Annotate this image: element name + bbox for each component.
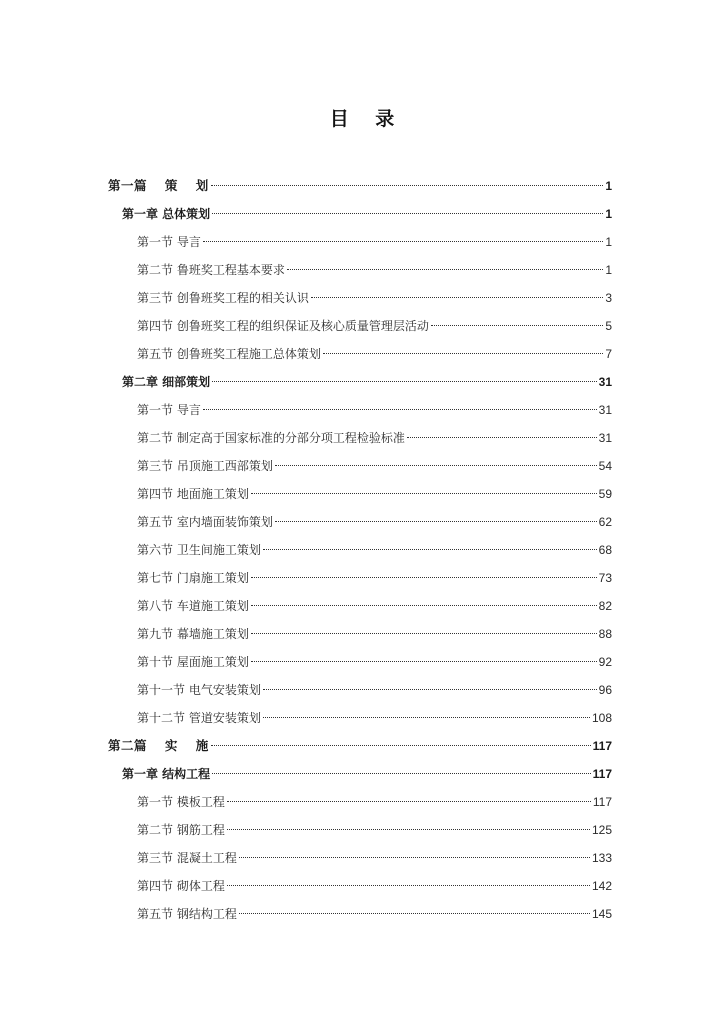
toc-entry-section[interactable]	[137, 819, 612, 841]
toc-page-number: 92	[598, 655, 612, 669]
toc-page-number: 7	[605, 347, 612, 361]
toc-page-number: 68	[598, 543, 612, 557]
toc-entry-label: 第三节 混凝土工程	[137, 851, 237, 865]
toc-entry-chapter[interactable]	[122, 203, 612, 225]
toc-entry-label: 第一篇 策 划	[108, 178, 209, 193]
toc-page-number: 108	[591, 711, 612, 725]
toc-dot-leader	[407, 437, 597, 438]
toc-page-number: 73	[598, 571, 612, 585]
toc-page-number: 125	[591, 823, 612, 837]
toc-dot-leader	[239, 857, 590, 858]
toc-dot-leader	[323, 353, 603, 354]
toc-entry-label: 第四节 砌体工程	[137, 879, 225, 893]
toc-dot-leader	[251, 633, 597, 634]
toc-entry-section[interactable]	[137, 875, 612, 897]
toc-dot-leader	[263, 689, 597, 690]
toc-entry-section[interactable]	[137, 623, 612, 645]
toc-entry-label: 第一节 导言	[137, 403, 201, 417]
toc-entry-chapter[interactable]	[122, 371, 612, 393]
toc-entry-section[interactable]	[137, 483, 612, 505]
toc-page-number: 133	[591, 851, 612, 865]
toc-entry-section[interactable]	[137, 287, 612, 309]
toc-entry-label: 第一章 结构工程	[122, 767, 211, 781]
toc-dot-leader	[227, 801, 591, 802]
toc-dot-leader	[287, 269, 603, 270]
toc-entry-section[interactable]	[137, 707, 612, 729]
toc-page-number: 54	[598, 459, 612, 473]
toc-dot-leader	[203, 409, 597, 410]
toc-dot-leader	[211, 185, 604, 186]
toc-dot-leader	[275, 521, 597, 522]
toc-page-number: 1	[605, 235, 612, 249]
toc-entry-label: 第五节 创鲁班奖工程施工总体策划	[137, 347, 321, 361]
toc-page-number: 59	[598, 487, 612, 501]
toc-entry-section[interactable]	[137, 651, 612, 673]
toc-entry-label: 第一章 总体策划	[122, 207, 211, 221]
toc-entry-label: 第二节 鲁班奖工程基本要求	[137, 263, 285, 277]
toc-entry-label: 第七节 门扇施工策划	[137, 571, 249, 585]
toc-entry-label: 第三节 创鲁班奖工程的相关认识	[137, 291, 309, 305]
toc-entry-label: 第四节 创鲁班奖工程的组织保证及核心质量管理层活动	[137, 319, 429, 333]
toc-dot-leader	[431, 325, 603, 326]
toc-entry-label: 第九节 幕墙施工策划	[137, 627, 249, 641]
toc-entry-section[interactable]	[137, 259, 612, 281]
toc-entry-label: 第五节 室内墙面装饰策划	[137, 515, 273, 529]
toc-entry-label: 第四节 地面施工策划	[137, 487, 249, 501]
toc-dot-leader	[311, 297, 603, 298]
toc-dot-leader	[212, 773, 590, 774]
toc-page-number: 1	[605, 207, 612, 221]
toc-entry-label: 第八节 车道施工策划	[137, 599, 249, 613]
toc-page-number: 31	[598, 375, 612, 389]
toc-page-number: 142	[591, 879, 612, 893]
toc-page-number: 62	[598, 515, 612, 529]
toc-dot-leader	[275, 465, 597, 466]
toc-entry-label: 第十二节 管道安装策划	[137, 711, 261, 725]
toc-page-number: 31	[598, 403, 612, 417]
toc-entry-section[interactable]	[137, 567, 612, 589]
toc-dot-leader	[227, 885, 590, 886]
toc-entry-chapter[interactable]	[122, 763, 612, 785]
toc-entry-section[interactable]	[137, 511, 612, 533]
toc-dot-leader	[251, 605, 597, 606]
toc-entry-label: 第一节 导言	[137, 235, 201, 249]
toc-dot-leader	[203, 241, 603, 242]
toc-dot-leader	[211, 745, 591, 746]
toc-entry-label: 第二节 制定高于国家标准的分部分项工程检验标准	[137, 431, 405, 445]
toc-page-number: 1	[605, 179, 612, 193]
toc-entry-part[interactable]	[108, 735, 612, 757]
toc-dot-leader	[251, 661, 597, 662]
toc-page-number: 5	[605, 319, 612, 333]
toc-entry-section[interactable]	[137, 343, 612, 365]
toc-entry-label: 第二节 钢筋工程	[137, 823, 225, 837]
toc-page-number: 31	[598, 431, 612, 445]
toc-entry-label: 第二篇 实 施	[108, 738, 209, 753]
toc-dot-leader	[263, 549, 597, 550]
toc-entry-label: 第五节 钢结构工程	[137, 907, 237, 921]
toc-page-number: 117	[592, 739, 612, 753]
toc-entry-label: 第三节 吊顶施工西部策划	[137, 459, 273, 473]
toc-entry-section[interactable]	[137, 847, 612, 869]
toc-entry-label: 第六节 卫生间施工策划	[137, 543, 261, 557]
toc-page-number: 82	[598, 599, 612, 613]
toc-page-number: 88	[598, 627, 612, 641]
toc-page-number: 3	[605, 291, 612, 305]
toc-dot-leader	[251, 577, 597, 578]
toc-entry-label: 第一节 模板工程	[137, 795, 225, 809]
toc-page-number: 1	[605, 263, 612, 277]
toc-page-number: 145	[591, 907, 612, 921]
toc-dot-leader	[212, 381, 596, 382]
toc-entry-label: 第二章 细部策划	[122, 375, 211, 389]
toc-page-number: 117	[592, 767, 612, 781]
toc-entry-section[interactable]	[137, 399, 612, 421]
toc-dot-leader	[263, 717, 590, 718]
toc-page-number: 117	[592, 795, 612, 809]
toc-entry-section[interactable]	[137, 427, 612, 449]
toc-dot-leader	[251, 493, 597, 494]
toc-entry-section[interactable]	[137, 595, 612, 617]
toc-dot-leader	[227, 829, 590, 830]
toc-entry-section[interactable]	[137, 903, 612, 925]
page-title: 目 录	[329, 108, 405, 130]
toc-entry-section[interactable]	[137, 791, 612, 813]
toc-page-number: 96	[598, 683, 612, 697]
toc-entry-section[interactable]	[137, 539, 612, 561]
toc-entry-label: 第十节 屋面施工策划	[137, 655, 249, 669]
toc-dot-leader	[239, 913, 590, 914]
toc-entry-label: 第十一节 电气安装策划	[137, 683, 261, 697]
toc-entry-part[interactable]	[108, 175, 612, 197]
toc-entry-section[interactable]	[137, 679, 612, 701]
toc-entry-section[interactable]	[137, 455, 612, 477]
toc-entry-section[interactable]	[137, 231, 612, 253]
toc-dot-leader	[212, 213, 603, 214]
toc-entry-section[interactable]	[137, 315, 612, 337]
